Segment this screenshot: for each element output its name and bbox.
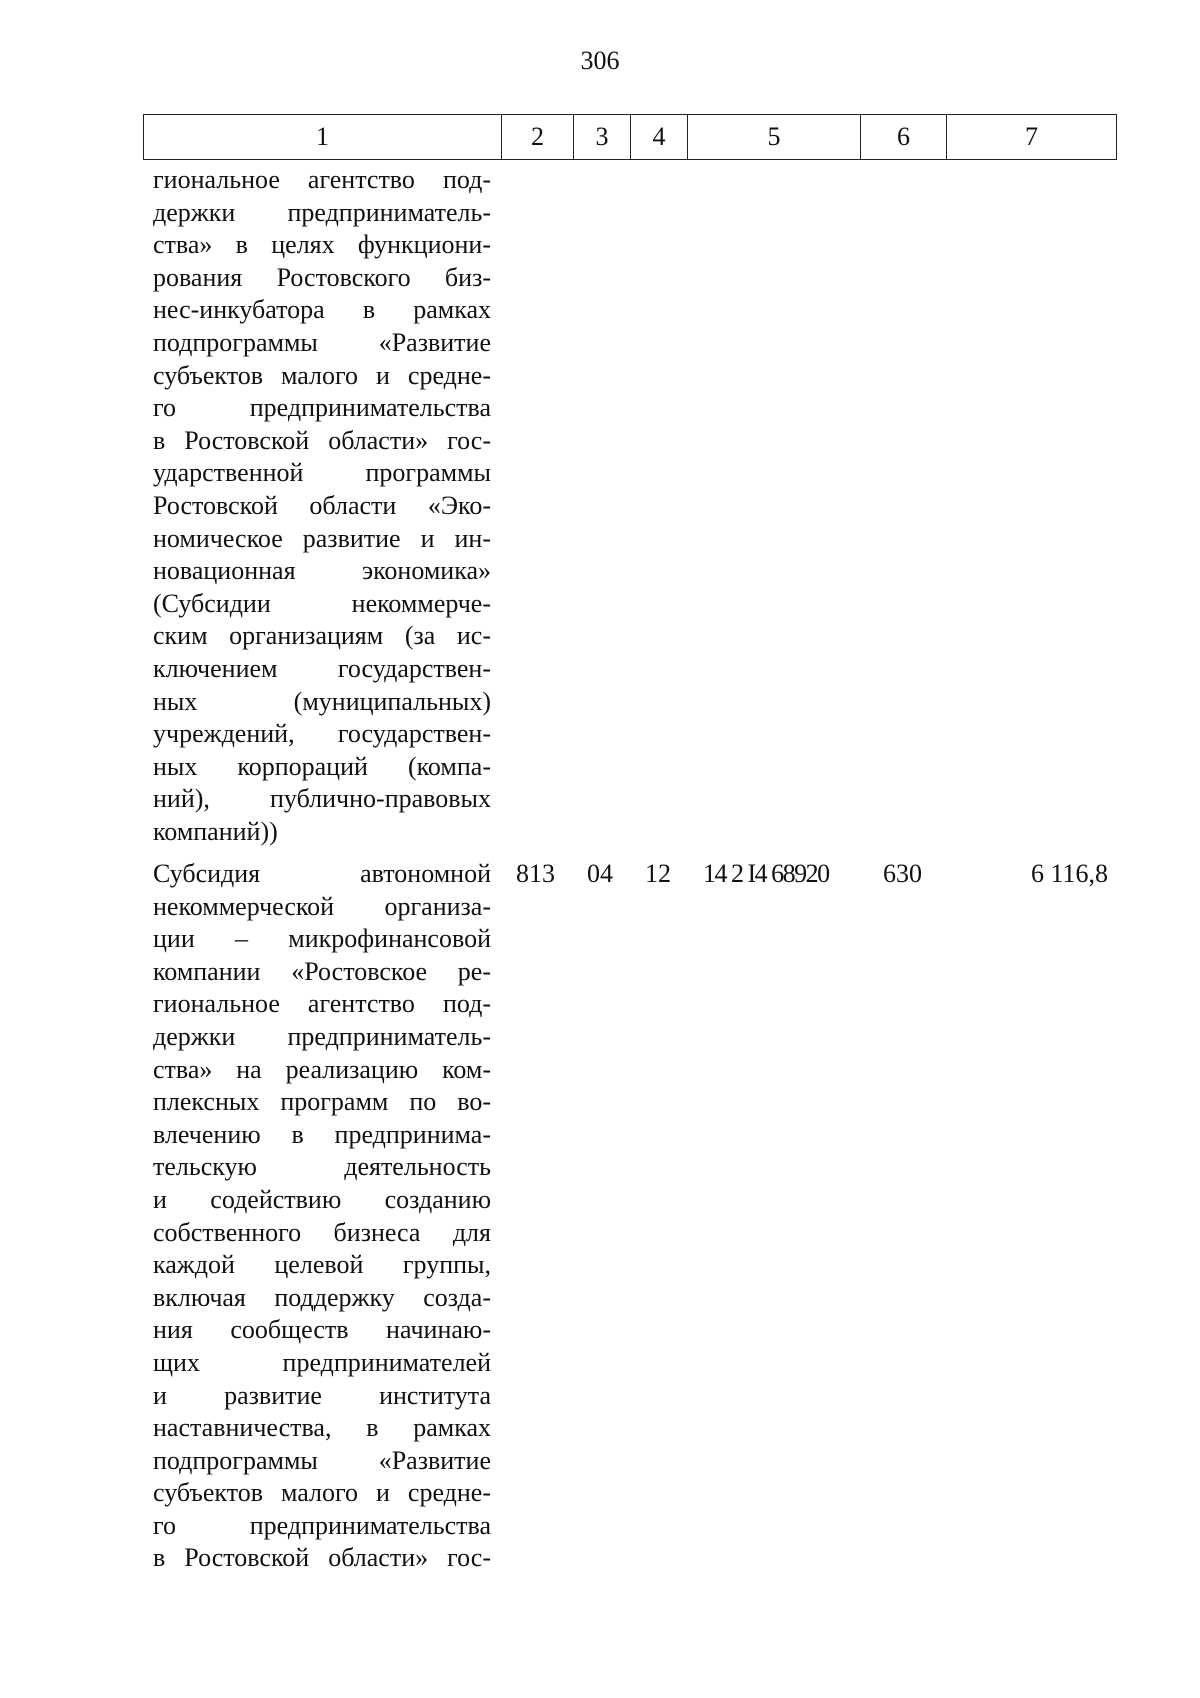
description-line: гиональное агентство под- [153, 165, 491, 194]
row-2-ministry-code: 813 [516, 859, 555, 888]
description-line: некоммерческой организа- [153, 891, 491, 921]
description-line: го предпринимательства [153, 393, 491, 423]
description-line: собственного бизнеса для [153, 1217, 491, 1247]
description-line: каждой целевой группы, [153, 1250, 491, 1280]
description-line: новационная экономика» [153, 556, 491, 586]
header-col-6: 6 [861, 115, 947, 159]
description-line: учреждений, государствен- [153, 719, 491, 749]
description-line: и содействию созданию [153, 1184, 491, 1214]
table-header [143, 114, 1117, 160]
row-2-target-article-code: 14 2 I4 68920 [703, 859, 829, 888]
description-line: ским организациям (за ис- [153, 621, 491, 651]
page-number: 306 [580, 46, 620, 75]
description-line: ства» в целях функциони- [153, 230, 491, 260]
description-line: ции – микрофинансовой [153, 924, 491, 954]
header-col-3: 3 [574, 115, 631, 159]
description-line: включая поддержку созда- [153, 1282, 491, 1312]
description-line: (Субсидии некоммерче- [153, 588, 491, 618]
row-2-expense-type-code: 630 [883, 859, 922, 888]
description-line: и развитие института [153, 1380, 491, 1410]
description-line: наставничества, в рамках [153, 1413, 491, 1443]
description-line: номическое развитие и ин- [153, 523, 491, 553]
header-col-2: 2 [502, 115, 574, 159]
row-2-description [153, 858, 491, 1575]
description-line: ных (муниципальных) [153, 686, 491, 716]
description-line: нес-инкубатора в рамках [153, 295, 491, 325]
description-line: держки предприниматель- [153, 197, 491, 227]
description-line: ния сообществ начинаю- [153, 1315, 491, 1345]
header-col-1: 1 [144, 115, 502, 159]
description-line: гиональное агентство под- [153, 989, 491, 1019]
description-line: ства» на реализацию ком- [153, 1054, 491, 1084]
description-line: рования Ростовского биз- [153, 262, 491, 292]
description-line: держки предприниматель- [153, 1021, 491, 1051]
description-line: го предпринимательства [153, 1510, 491, 1540]
description-line: субъектов малого и средне- [153, 360, 491, 390]
description-line: компании «Ростовское ре- [153, 956, 491, 986]
row-1-description [153, 164, 491, 848]
description-line: в Ростовской области» гос- [153, 1543, 491, 1573]
description-line: ний), публично-правовых [153, 784, 491, 814]
description-line: ударственной программы [153, 458, 491, 488]
description-line: плексных программ по во- [153, 1087, 491, 1117]
description-line: ключением государствен- [153, 653, 491, 683]
description-line: Субсидия автономной [153, 859, 491, 888]
header-col-5: 5 [688, 115, 861, 159]
description-line: тельскую деятельность [153, 1152, 491, 1182]
row-2-section-code: 04 [587, 859, 613, 888]
description-line: влечению в предпринима- [153, 1119, 491, 1149]
description-line: субъектов малого и средне- [153, 1478, 491, 1508]
description-line: щих предпринимателей [153, 1347, 491, 1377]
description-line: в Ростовской области» гос- [153, 425, 491, 455]
header-col-7: 7 [1025, 122, 1038, 151]
row-2-subsection-code: 12 [645, 859, 671, 888]
description-line: ных корпораций (компа- [153, 751, 491, 781]
description-line: подпрограммы «Развитие [153, 327, 491, 357]
description-line: Ростовской области «Эко- [153, 490, 491, 520]
description-line: подпрограммы «Развитие [153, 1445, 491, 1475]
description-line: компаний)) [153, 816, 278, 846]
row-2-amount: 6 116,8 [1030, 859, 1108, 888]
header-col-4: 4 [631, 115, 688, 159]
